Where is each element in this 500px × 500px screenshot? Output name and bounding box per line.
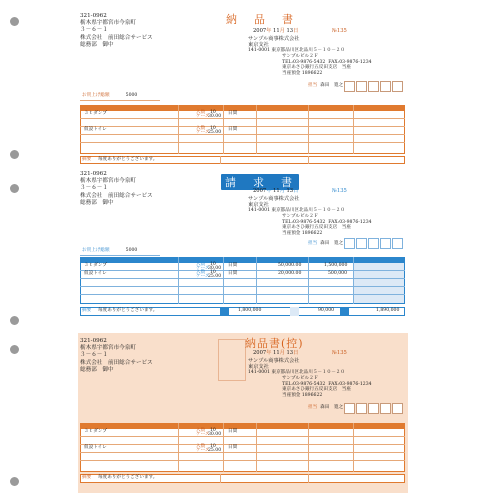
person: 担当 森田 寛之 (308, 405, 344, 410)
punch-hole (10, 150, 19, 159)
customer-company: 株式会社 前田総合サービス (80, 192, 153, 199)
row-line (80, 278, 405, 279)
delivery-slip (78, 10, 408, 165)
qty-label: 入数 (196, 126, 206, 131)
col-line (353, 423, 354, 472)
count: 25.00 (208, 448, 222, 453)
stamp-box (344, 238, 355, 249)
customer-address: ３－６－１ (80, 27, 108, 34)
customer-postal: 321-0962 (80, 338, 107, 344)
count: 30.00 (208, 266, 222, 271)
customer-block (80, 13, 153, 49)
customer-address: ３－６－１ (80, 185, 108, 192)
col-line (308, 474, 309, 483)
punch-hole (10, 345, 19, 354)
remark-label: 摘要 (82, 475, 92, 480)
qty: 10 (210, 262, 216, 267)
row-line (80, 126, 405, 127)
customer-address: ３－６－１ (80, 352, 108, 359)
sender-block: サンプル商事株式会社 東京支社 141-0001 東京都品川区北品川５－１０－２０ サンプルビル２Ｆ TEL:03-9876-5432 FAX:03-9876-1234 東京あさひ銀行五反田支店 当座 当座預金 1896622 (248, 36, 372, 76)
stamp-box (344, 81, 355, 92)
unit-label: ケース (196, 130, 210, 135)
item-name: 仮設トイレ (84, 271, 107, 276)
grand-total: 1,890,000 (376, 308, 400, 313)
row-line (80, 270, 405, 271)
date: 2007年 11月 13日 (253, 350, 299, 356)
person: 担当 森田 寛之 (308, 241, 344, 246)
row-line (80, 134, 405, 135)
stamp-box (344, 403, 355, 414)
tax: 90,000 (318, 308, 335, 313)
unit-label: ケース (196, 274, 210, 279)
count: 25.00 (208, 130, 222, 135)
col-line (223, 423, 224, 472)
count: 30.00 (208, 114, 222, 119)
punch-hole (10, 316, 19, 325)
divider (80, 100, 160, 101)
stamp-box (356, 238, 367, 249)
label-cell (290, 307, 299, 316)
slip-title: 請 求 書 (221, 174, 299, 190)
customer-postal: 321-0962 (80, 13, 107, 19)
stamp-box (368, 403, 379, 414)
col-line (308, 257, 309, 304)
total-amount: お買上げ総額 5000 (82, 93, 138, 98)
slip-title: 納 品 書 (226, 13, 296, 26)
punch-hole (10, 477, 19, 486)
col-line (178, 423, 179, 472)
customer-block (80, 338, 153, 374)
stamp-box (392, 403, 403, 414)
divider (80, 255, 160, 256)
sender-block: サンプル商事株式会社 東京支社 141-0001 東京都品川区北品川５－１０－２０ サンプルビル２Ｆ TEL:03-9876-5432 FAX:03-9876-1234 東京あさひ銀行五反田支店 当座 当座預金 1896622 (248, 358, 372, 398)
col-line (256, 423, 257, 472)
col-line (178, 105, 179, 154)
unit: 日間 (228, 111, 238, 116)
stamp-box (380, 81, 391, 92)
item-name: 仮設トイレ (84, 127, 107, 132)
col-line (353, 105, 354, 154)
sender-block: サンプル商事株式会社 東京支社 141-0001 東京都品川区北品川５－１０－２０ サンプルビル２Ｆ TEL:03-9876-5432 FAX:03-9876-1234 東京あさひ銀行五反田支店 当座 当座預金 1896622 (248, 196, 372, 236)
remark-label: 摘要 (82, 157, 92, 162)
remark: 毎度ありがとうございます。 (98, 475, 158, 480)
row-line (80, 142, 405, 143)
amount: 500,000 (328, 271, 347, 276)
customer-dept: 総務部 御中 (80, 41, 114, 48)
row-line (80, 444, 405, 445)
stamp-box (368, 81, 379, 92)
unit-label: ケース (196, 432, 210, 437)
window-box (218, 339, 246, 381)
slip-number: №135 (332, 28, 347, 34)
customer-address: 栃木県宇都宮市今泉町 (80, 178, 136, 185)
person: 担当 森田 寛之 (308, 83, 344, 88)
stamp-box (356, 81, 367, 92)
unit: 日間 (228, 127, 238, 132)
stamp-box (368, 238, 379, 249)
qty-label: 入数 (196, 262, 206, 267)
unit-label: ケース (196, 266, 210, 271)
unit-label: ケース (196, 114, 210, 119)
col-line (223, 105, 224, 154)
item-name: ３ｔダンプ (84, 263, 108, 268)
col-line (308, 423, 309, 472)
qty: 10 (210, 428, 216, 433)
qty-label: 入数 (196, 110, 206, 115)
qty-label: 入数 (196, 270, 206, 275)
count: 25.00 (208, 274, 222, 279)
col-line (220, 474, 221, 483)
unit: 日間 (228, 429, 238, 434)
row-line (80, 436, 405, 437)
stamp-box (380, 403, 391, 414)
row-line (80, 452, 405, 453)
item-table (80, 428, 405, 472)
punch-hole (10, 184, 19, 193)
label-cell (340, 307, 349, 316)
remark: 毎度ありがとうございます。 (98, 308, 158, 313)
col-line (308, 105, 309, 154)
stamp-box (380, 238, 391, 249)
unit: 日間 (228, 271, 238, 276)
amount: 1,500,000 (324, 263, 348, 268)
punch-hole (10, 17, 19, 26)
subtotal: 1,800,000 (238, 308, 262, 313)
qty: 10 (210, 444, 216, 449)
col-line (256, 105, 257, 154)
customer-dept: 総務部 御中 (80, 366, 114, 373)
unit: 日間 (228, 263, 238, 268)
count: 30.00 (208, 432, 222, 437)
col-line (256, 257, 257, 304)
item-table (80, 262, 405, 304)
col-line (178, 257, 179, 304)
qty: 10 (210, 270, 216, 275)
date: 2007年 11月 13日 (253, 188, 299, 194)
stamp-box (392, 238, 403, 249)
date: 2007年 11月 13日 (253, 28, 299, 34)
qty: 10 (210, 126, 216, 131)
stamp-box (356, 403, 367, 414)
customer-block (80, 171, 153, 207)
qty-label: 入数 (196, 428, 206, 433)
remark-label: 摘要 (82, 308, 92, 313)
label-cell (220, 307, 229, 316)
customer-company: 株式会社 前田総合サービス (80, 34, 153, 41)
item-name: ３ｔダンプ (84, 111, 108, 116)
unit-price: 20,000.00 (278, 271, 302, 276)
unit-label: ケース (196, 448, 210, 453)
col-line (223, 257, 224, 304)
row-line (80, 460, 405, 461)
customer-postal: 321-0962 (80, 171, 107, 177)
unit: 日間 (228, 445, 238, 450)
customer-address: 栃木県宇都宮市今泉町 (80, 20, 136, 27)
slip-title: 納品書(控) (245, 337, 304, 350)
item-table (80, 110, 405, 154)
stamp-box (392, 81, 403, 92)
item-name: 仮設トイレ (84, 445, 107, 450)
customer-company: 株式会社 前田総合サービス (80, 359, 153, 366)
qty: 10 (210, 110, 216, 115)
customer-address: 栃木県宇都宮市今泉町 (80, 345, 136, 352)
delivery-copy-slip (78, 333, 408, 493)
item-name: ３ｔダンプ (84, 429, 108, 434)
customer-dept: 総務部 御中 (80, 199, 114, 206)
row-line (80, 294, 405, 295)
unit-price: 50,000.00 (278, 263, 302, 268)
invoice-slip (78, 168, 408, 328)
slip-number: №135 (332, 350, 347, 356)
slip-number: №135 (332, 188, 347, 194)
qty-label: 入数 (196, 444, 206, 449)
row-line (80, 118, 405, 119)
total-amount: お買上げ総額 5000 (82, 248, 138, 253)
col-line (353, 257, 354, 304)
col-line (308, 156, 309, 164)
col-line (220, 156, 221, 164)
row-line (80, 286, 405, 287)
remark: 毎度ありがとうございます。 (98, 157, 158, 162)
